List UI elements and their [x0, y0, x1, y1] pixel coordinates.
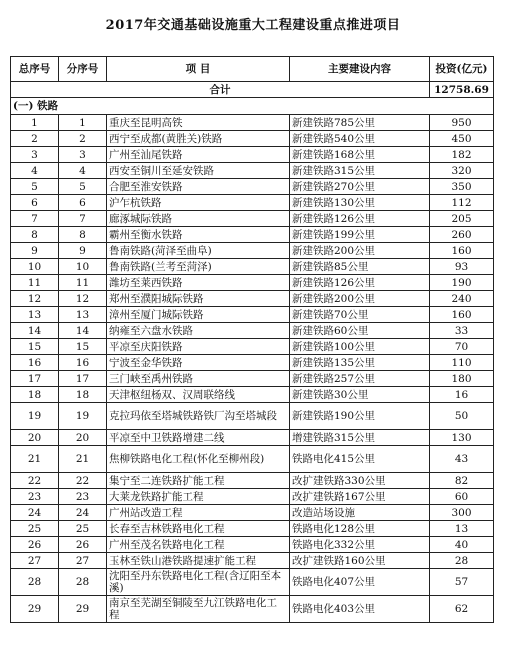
- row-total-no: 22: [11, 473, 59, 489]
- row-total-no: 2: [11, 131, 59, 147]
- row-investment: 182: [430, 147, 494, 163]
- row-total-no: 16: [11, 355, 59, 371]
- row-sub-no: 23: [59, 489, 107, 505]
- row-investment: 450: [430, 131, 494, 147]
- row-project: 霸州至衡水铁路: [107, 227, 290, 243]
- table-row: [11, 387, 494, 403]
- row-project: 沪乍杭铁路: [107, 195, 290, 211]
- row-investment: 57: [430, 569, 494, 596]
- table-row: [11, 147, 494, 163]
- row-sub-no: 13: [59, 307, 107, 323]
- row-content: 新建铁路60公里: [290, 323, 430, 339]
- total-value: 12758.69: [430, 82, 494, 98]
- table-row: [11, 323, 494, 339]
- row-content: 新建铁路200公里: [290, 243, 430, 259]
- row-sub-no: 28: [59, 569, 107, 596]
- row-content: 新建铁路100公里: [290, 339, 430, 355]
- row-content: 新建铁路315公里: [290, 163, 430, 179]
- row-project: 郑州至濮阳城际铁路: [107, 291, 290, 307]
- row-content: 增建铁路315公里: [290, 430, 430, 446]
- row-investment: 180: [430, 371, 494, 387]
- row-total-no: 3: [11, 147, 59, 163]
- table-row: [11, 291, 494, 307]
- row-sub-no: 9: [59, 243, 107, 259]
- table-row: [11, 115, 494, 131]
- row-project: 广州至汕尾铁路: [107, 147, 290, 163]
- row-project: 长春至吉林铁路电化工程: [107, 521, 290, 537]
- row-total-no: 17: [11, 371, 59, 387]
- row-project: 集宁至二连铁路扩能工程: [107, 473, 290, 489]
- row-content: 新建铁路130公里: [290, 195, 430, 211]
- row-sub-no: 24: [59, 505, 107, 521]
- row-content: 改扩建铁路160公里: [290, 553, 430, 569]
- row-project: 重庆至昆明高铁: [107, 115, 290, 131]
- row-content: 改扩建铁路167公里: [290, 489, 430, 505]
- row-project: 玉林至铁山港铁路提速扩能工程: [107, 553, 290, 569]
- row-sub-no: 1: [59, 115, 107, 131]
- row-sub-no: 27: [59, 553, 107, 569]
- row-total-no: 23: [11, 489, 59, 505]
- row-sub-no: 22: [59, 473, 107, 489]
- row-investment: 130: [430, 430, 494, 446]
- total-row: [11, 82, 494, 98]
- table-row: [11, 553, 494, 569]
- row-investment: 70: [430, 339, 494, 355]
- row-content: 新建铁路540公里: [290, 131, 430, 147]
- row-project: 克拉玛依至塔城铁路铁厂沟至塔城段: [107, 403, 290, 430]
- row-total-no: 24: [11, 505, 59, 521]
- row-sub-no: 5: [59, 179, 107, 195]
- row-content: 新建铁路190公里: [290, 403, 430, 430]
- table-row: [11, 521, 494, 537]
- row-content: 新建铁路135公里: [290, 355, 430, 371]
- row-investment: 62: [430, 596, 494, 623]
- row-investment: 240: [430, 291, 494, 307]
- row-content: 新建铁路199公里: [290, 227, 430, 243]
- row-sub-no: 26: [59, 537, 107, 553]
- row-project: 天津枢纽杨双、汉周联络线: [107, 387, 290, 403]
- row-project: 西安至铜川至延安铁路: [107, 163, 290, 179]
- row-sub-no: 18: [59, 387, 107, 403]
- table-row: [11, 430, 494, 446]
- row-investment: 950: [430, 115, 494, 131]
- row-total-no: 12: [11, 291, 59, 307]
- row-total-no: 26: [11, 537, 59, 553]
- row-sub-no: 17: [59, 371, 107, 387]
- row-total-no: 10: [11, 259, 59, 275]
- row-investment: 82: [430, 473, 494, 489]
- section-row: [11, 98, 494, 115]
- table-row: [11, 259, 494, 275]
- row-content: 新建铁路30公里: [290, 387, 430, 403]
- row-project: 鲁南铁路(菏泽至曲阜): [107, 243, 290, 259]
- header-content: 主要建设内容: [290, 57, 430, 82]
- row-content: 新建铁路70公里: [290, 307, 430, 323]
- row-content: 铁路电化128公里: [290, 521, 430, 537]
- table-row: [11, 403, 494, 430]
- row-project: 宁波至金华铁路: [107, 355, 290, 371]
- row-content: 新建铁路85公里: [290, 259, 430, 275]
- table-row: [11, 211, 494, 227]
- row-total-no: 19: [11, 403, 59, 430]
- row-total-no: 7: [11, 211, 59, 227]
- table-row: [11, 163, 494, 179]
- header-sub-no: 分序号: [59, 57, 107, 82]
- row-project: 廊涿城际铁路: [107, 211, 290, 227]
- row-sub-no: 12: [59, 291, 107, 307]
- row-investment: 190: [430, 275, 494, 291]
- row-total-no: 25: [11, 521, 59, 537]
- table-row: [11, 505, 494, 521]
- row-total-no: 1: [11, 115, 59, 131]
- table-row: [11, 569, 494, 596]
- row-content: 新建铁路126公里: [290, 275, 430, 291]
- row-investment: 300: [430, 505, 494, 521]
- table-row: [11, 489, 494, 505]
- row-total-no: 15: [11, 339, 59, 355]
- row-project: 纳雍至六盘水铁路: [107, 323, 290, 339]
- row-total-no: 4: [11, 163, 59, 179]
- row-project: 大莱龙铁路扩能工程: [107, 489, 290, 505]
- row-investment: 160: [430, 307, 494, 323]
- row-total-no: 21: [11, 446, 59, 473]
- row-project: 漳州至厦门城际铁路: [107, 307, 290, 323]
- table-row: [11, 537, 494, 553]
- projects-table: [10, 56, 494, 623]
- row-investment: 28: [430, 553, 494, 569]
- row-investment: 43: [430, 446, 494, 473]
- row-total-no: 8: [11, 227, 59, 243]
- table-row: [11, 243, 494, 259]
- row-sub-no: 3: [59, 147, 107, 163]
- row-sub-no: 25: [59, 521, 107, 537]
- row-content: 铁路电化415公里: [290, 446, 430, 473]
- table-row: [11, 275, 494, 291]
- table-row: [11, 371, 494, 387]
- row-sub-no: 6: [59, 195, 107, 211]
- row-sub-no: 19: [59, 403, 107, 430]
- document-title: 2017年交通基础设施重大工程建设重点推进项目: [105, 18, 401, 33]
- table-row: [11, 227, 494, 243]
- row-total-no: 6: [11, 195, 59, 211]
- table-header-row: [11, 57, 494, 82]
- section-title: (一) 铁路: [11, 98, 494, 115]
- row-project: 合肥至淮安铁路: [107, 179, 290, 195]
- row-sub-no: 16: [59, 355, 107, 371]
- row-sub-no: 11: [59, 275, 107, 291]
- table-row: [11, 339, 494, 355]
- row-content: 新建铁路168公里: [290, 147, 430, 163]
- row-project: 广州至茂名铁路电化工程: [107, 537, 290, 553]
- row-investment: 110: [430, 355, 494, 371]
- row-total-no: 28: [11, 569, 59, 596]
- row-sub-no: 20: [59, 430, 107, 446]
- table-row: [11, 307, 494, 323]
- row-investment: 40: [430, 537, 494, 553]
- row-content: 铁路电化407公里: [290, 569, 430, 596]
- table-row: [11, 179, 494, 195]
- row-sub-no: 7: [59, 211, 107, 227]
- row-content: 改扩建铁路330公里: [290, 473, 430, 489]
- row-sub-no: 8: [59, 227, 107, 243]
- row-total-no: 11: [11, 275, 59, 291]
- row-project: 沈阳至丹东铁路电化工程(含辽阳至本溪): [107, 569, 290, 596]
- row-content: 新建铁路257公里: [290, 371, 430, 387]
- row-investment: 33: [430, 323, 494, 339]
- row-investment: 60: [430, 489, 494, 505]
- row-sub-no: 10: [59, 259, 107, 275]
- row-sub-no: 4: [59, 163, 107, 179]
- header-project: 项 目: [107, 57, 290, 82]
- row-project: 三门峡至禹州铁路: [107, 371, 290, 387]
- row-sub-no: 29: [59, 596, 107, 623]
- row-content: 新建铁路200公里: [290, 291, 430, 307]
- row-content: 新建铁路126公里: [290, 211, 430, 227]
- row-content: 改造站场设施: [290, 505, 430, 521]
- header-total-no: 总序号: [11, 57, 59, 82]
- row-sub-no: 15: [59, 339, 107, 355]
- row-total-no: 20: [11, 430, 59, 446]
- row-content: 新建铁路785公里: [290, 115, 430, 131]
- row-project: 平凉至中卫铁路增建二线: [107, 430, 290, 446]
- row-investment: 160: [430, 243, 494, 259]
- row-total-no: 9: [11, 243, 59, 259]
- row-sub-no: 21: [59, 446, 107, 473]
- table-row: [11, 596, 494, 623]
- table-row: [11, 446, 494, 473]
- row-investment: 205: [430, 211, 494, 227]
- row-investment: 16: [430, 387, 494, 403]
- row-project: 平凉至庆阳铁路: [107, 339, 290, 355]
- total-label: 合计: [11, 82, 430, 98]
- row-total-no: 5: [11, 179, 59, 195]
- row-investment: 112: [430, 195, 494, 211]
- table-row: [11, 131, 494, 147]
- row-total-no: 13: [11, 307, 59, 323]
- row-investment: 260: [430, 227, 494, 243]
- row-total-no: 18: [11, 387, 59, 403]
- row-project: 鲁南铁路(兰考至菏泽): [107, 259, 290, 275]
- row-investment: 13: [430, 521, 494, 537]
- row-total-no: 29: [11, 596, 59, 623]
- row-investment: 50: [430, 403, 494, 430]
- row-total-no: 27: [11, 553, 59, 569]
- row-investment: 320: [430, 163, 494, 179]
- row-total-no: 14: [11, 323, 59, 339]
- row-project: 潍坊至莱西铁路: [107, 275, 290, 291]
- row-sub-no: 14: [59, 323, 107, 339]
- header-investment: 投资(亿元): [430, 57, 494, 82]
- row-investment: 93: [430, 259, 494, 275]
- table-row: [11, 195, 494, 211]
- row-content: 铁路电化403公里: [290, 596, 430, 623]
- row-project: 西宁至成都(黄胜关)铁路: [107, 131, 290, 147]
- row-investment: 350: [430, 179, 494, 195]
- table-row: [11, 355, 494, 371]
- table-row: [11, 473, 494, 489]
- row-project: 南京至芜湖至铜陵至九江铁路电化工程: [107, 596, 290, 623]
- row-content: 新建铁路270公里: [290, 179, 430, 195]
- row-content: 铁路电化332公里: [290, 537, 430, 553]
- row-project: 焦柳铁路电化工程(怀化至柳州段): [107, 446, 290, 473]
- row-sub-no: 2: [59, 131, 107, 147]
- row-project: 广州站改造工程: [107, 505, 290, 521]
